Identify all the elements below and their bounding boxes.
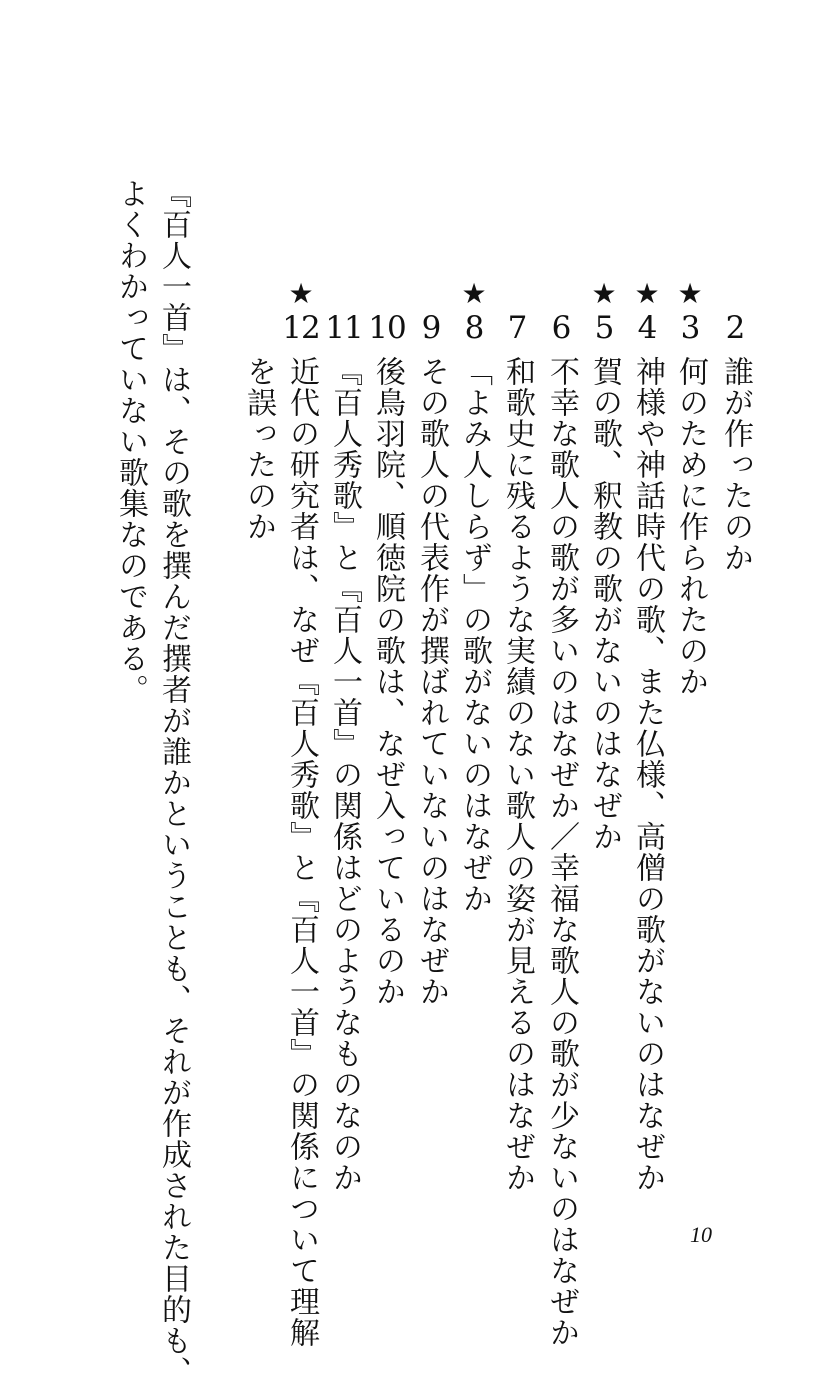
toc-item-10 [364,282,410,1007]
star-mark: ★ [288,277,314,310]
toc-item-text: 何のために作られたのか [673,356,708,697]
star-mark [713,282,757,306]
toc-item-9 [408,282,454,1007]
toc-item-text: 後鳥羽院、順徳院の歌は、なぜ入っているのか [370,356,405,1007]
star-mark: ★ [634,277,660,310]
star-spacer [236,282,280,306]
toc-item-text: 神様や神話時代の歌、また仏様、高僧の歌がないのはなぜか [630,356,665,1193]
toc-item-number: 11 [325,310,363,346]
star-mark: ★ [461,277,487,310]
toc-item-11 [321,282,367,1193]
toc-item-number: 2 [725,310,745,346]
toc-item-12 [278,277,324,1348]
body-line-1: 『百人一首』は、その歌を撰んだ撰者が誰かということも、それが作成された目的も、 [156,178,191,1387]
star-mark [322,282,366,306]
star-mark [539,282,583,306]
toc-item-text: 誰が作ったのか [718,356,753,573]
toc-item-12-continuation [235,282,281,542]
star-mark: ★ [677,277,703,310]
page-number: 10 [690,1222,712,1247]
toc-item-text: その歌人の代表作が撰ばれていないのはなぜか [414,356,449,1007]
toc-item-number: 9 [421,310,441,346]
toc-item-text: 近代の研究者は、なぜ『百人秀歌』と『百人一首』の関係について理解 [284,356,319,1348]
toc-item-number: 6 [551,310,571,346]
toc-item-text: 不幸な歌人の歌が多いのはなぜか／幸福な歌人の歌が少ないのはなぜか [544,356,579,1348]
toc-item-number: 4 [637,310,657,346]
toc-item-4 [624,277,670,1193]
toc-item-text: 『百人秀歌』と『百人一首』の関係はどのようなものなのか [327,356,362,1193]
star-mark [495,282,539,306]
body-line-2: よくわかっていない歌集なのである。 [113,178,148,705]
num-spacer [236,308,280,348]
toc-item-number: 12 [282,310,320,346]
toc-item-6 [538,282,584,1348]
toc-continuation-text: を誤ったのか [241,356,276,542]
star-mark: ★ [591,277,617,310]
toc-item-number: 5 [594,310,614,346]
toc-item-number: 10 [368,310,406,346]
toc-item-text: 賀の歌、釈教の歌がないのはなぜか [587,356,622,852]
toc-item-text: 「よみ人しらず」の歌がないのはなぜか [457,356,492,914]
toc-item-8 [451,277,497,914]
toc-item-number: 8 [464,310,484,346]
star-mark [365,282,409,306]
toc-item-number: 7 [507,310,527,346]
toc-item-5 [581,277,627,852]
toc-item-3 [667,277,713,697]
toc-item-7 [494,282,540,1193]
toc-item-text: 和歌史に残るような実績のない歌人の姿が見えるのはなぜか [500,356,535,1193]
toc-item-2 [712,282,758,573]
star-mark [409,282,453,306]
toc-item-number: 3 [680,310,700,346]
